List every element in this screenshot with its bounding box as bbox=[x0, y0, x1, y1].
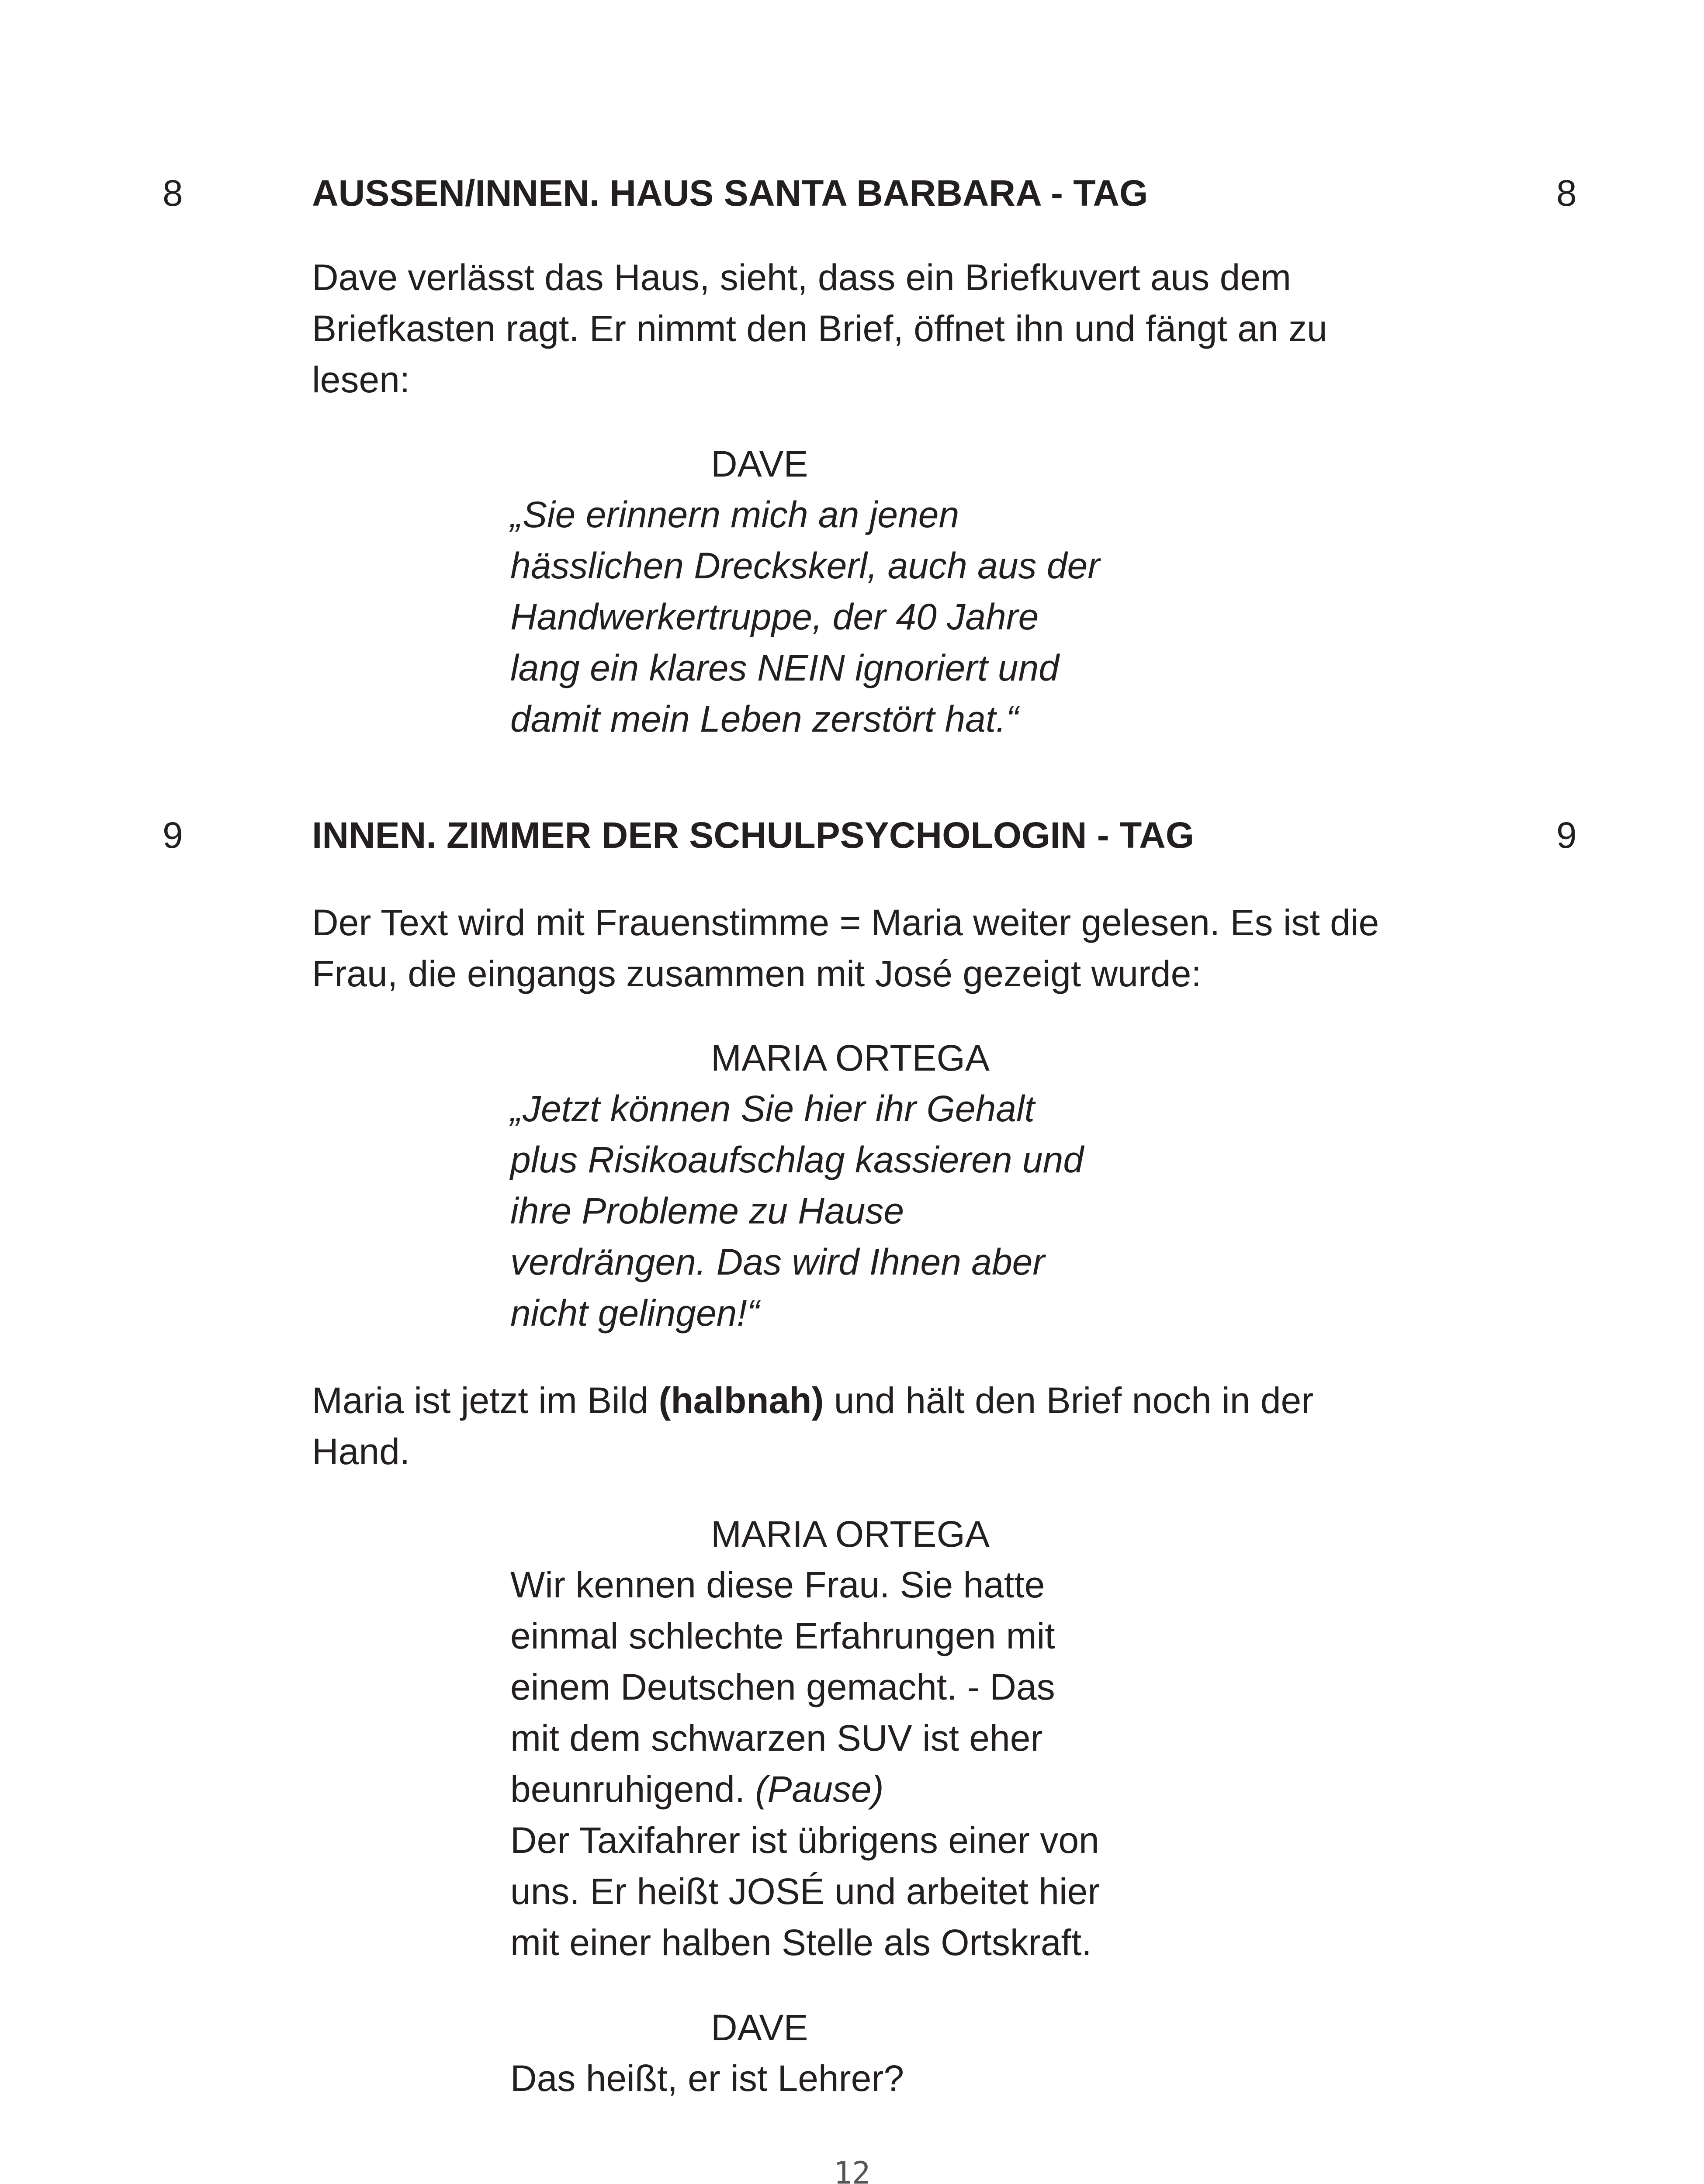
dialogue-line: „Sie erinnern mich an jenen bbox=[510, 494, 959, 535]
shot-direction: (halbnah) bbox=[658, 1380, 824, 1421]
scene-number-left: 8 bbox=[163, 173, 183, 214]
dialogue-block bbox=[510, 1083, 1084, 1339]
dialogue-line: ihre Probleme zu Hause bbox=[510, 1190, 904, 1231]
dialogue-line: nicht gelingen!“ bbox=[510, 1292, 759, 1334]
dialogue-line: hässlichen Dreckskerl, auch aus der bbox=[510, 545, 1100, 586]
scene-number-right: 8 bbox=[1556, 173, 1577, 214]
scene-heading: INNEN. ZIMMER DER SCHULPSYCHOLOGIN - TAG bbox=[312, 815, 1195, 856]
scene-number-right: 9 bbox=[1556, 815, 1577, 856]
dialogue-line: einem Deutschen gemacht. - Das bbox=[510, 1666, 1055, 1707]
dialogue-line: mit einer halben Stelle als Ortskraft. bbox=[510, 1922, 1092, 1963]
dialogue-line: Das heißt, er ist Lehrer? bbox=[510, 2058, 904, 2099]
action-text: und hält den Brief noch in der bbox=[824, 1380, 1314, 1421]
character-name: DAVE bbox=[711, 2007, 808, 2048]
dialogue-block bbox=[510, 1559, 1100, 1968]
dialogue-line: „Jetzt können Sie hier ihr Gehalt bbox=[510, 1088, 1035, 1129]
action-paragraph bbox=[312, 1375, 1313, 1477]
dialogue-line: plus Risikoaufschlag kassieren und bbox=[510, 1139, 1084, 1180]
dialogue-block bbox=[510, 489, 1100, 745]
dialogue-line: lang ein klares NEIN ignoriert und bbox=[510, 647, 1059, 688]
page-number: 12 bbox=[833, 2155, 871, 2184]
action-line bbox=[312, 1375, 1313, 1426]
dialogue-line: uns. Er heißt JOSÉ und arbeitet hier bbox=[510, 1871, 1100, 1912]
action-line: Dave verlässt das Haus, sieht, dass ein Briefkuvert aus dem bbox=[312, 257, 1292, 298]
action-line: Der Text wird mit Frauenstimme = Maria weiter gelesen. Es ist die bbox=[312, 902, 1379, 943]
dialogue-line bbox=[510, 1764, 1100, 1815]
action-line: lesen: bbox=[312, 359, 410, 400]
scene-heading: AUSSEN/INNEN. HAUS SANTA BARBARA - TAG bbox=[312, 173, 1148, 214]
dialogue-line: verdrängen. Das wird Ihnen aber bbox=[510, 1241, 1045, 1282]
character-name: MARIA ORTEGA bbox=[711, 1037, 990, 1078]
dialogue-line: Handwerkertruppe, der 40 Jahre bbox=[510, 596, 1039, 637]
dialogue-text: beunruhigend. bbox=[510, 1769, 755, 1810]
action-paragraph bbox=[312, 897, 1379, 999]
action-text: Maria ist jetzt im Bild bbox=[312, 1380, 659, 1421]
parenthetical: (Pause) bbox=[755, 1769, 884, 1810]
action-line: Frau, die eingangs zusammen mit José gezeigt wurde: bbox=[312, 953, 1202, 994]
dialogue-line: Der Taxifahrer ist übrigens einer von bbox=[510, 1820, 1099, 1861]
dialogue-line: damit mein Leben zerstört hat.“ bbox=[510, 698, 1018, 740]
dialogue-line: Wir kennen diese Frau. Sie hatte bbox=[510, 1564, 1045, 1605]
character-name: MARIA ORTEGA bbox=[711, 1514, 990, 1555]
dialogue-block bbox=[510, 2053, 904, 2104]
action-paragraph bbox=[312, 252, 1327, 405]
action-line: Briefkasten ragt. Er nimmt den Brief, öffnet ihn und fängt an zu bbox=[312, 308, 1327, 349]
dialogue-line: einmal schlechte Erfahrungen mit bbox=[510, 1615, 1055, 1656]
scene-number-left: 9 bbox=[163, 815, 183, 856]
dialogue-line: mit dem schwarzen SUV ist eher bbox=[510, 1717, 1043, 1759]
action-line: Hand. bbox=[312, 1431, 410, 1472]
character-name: DAVE bbox=[711, 443, 808, 484]
